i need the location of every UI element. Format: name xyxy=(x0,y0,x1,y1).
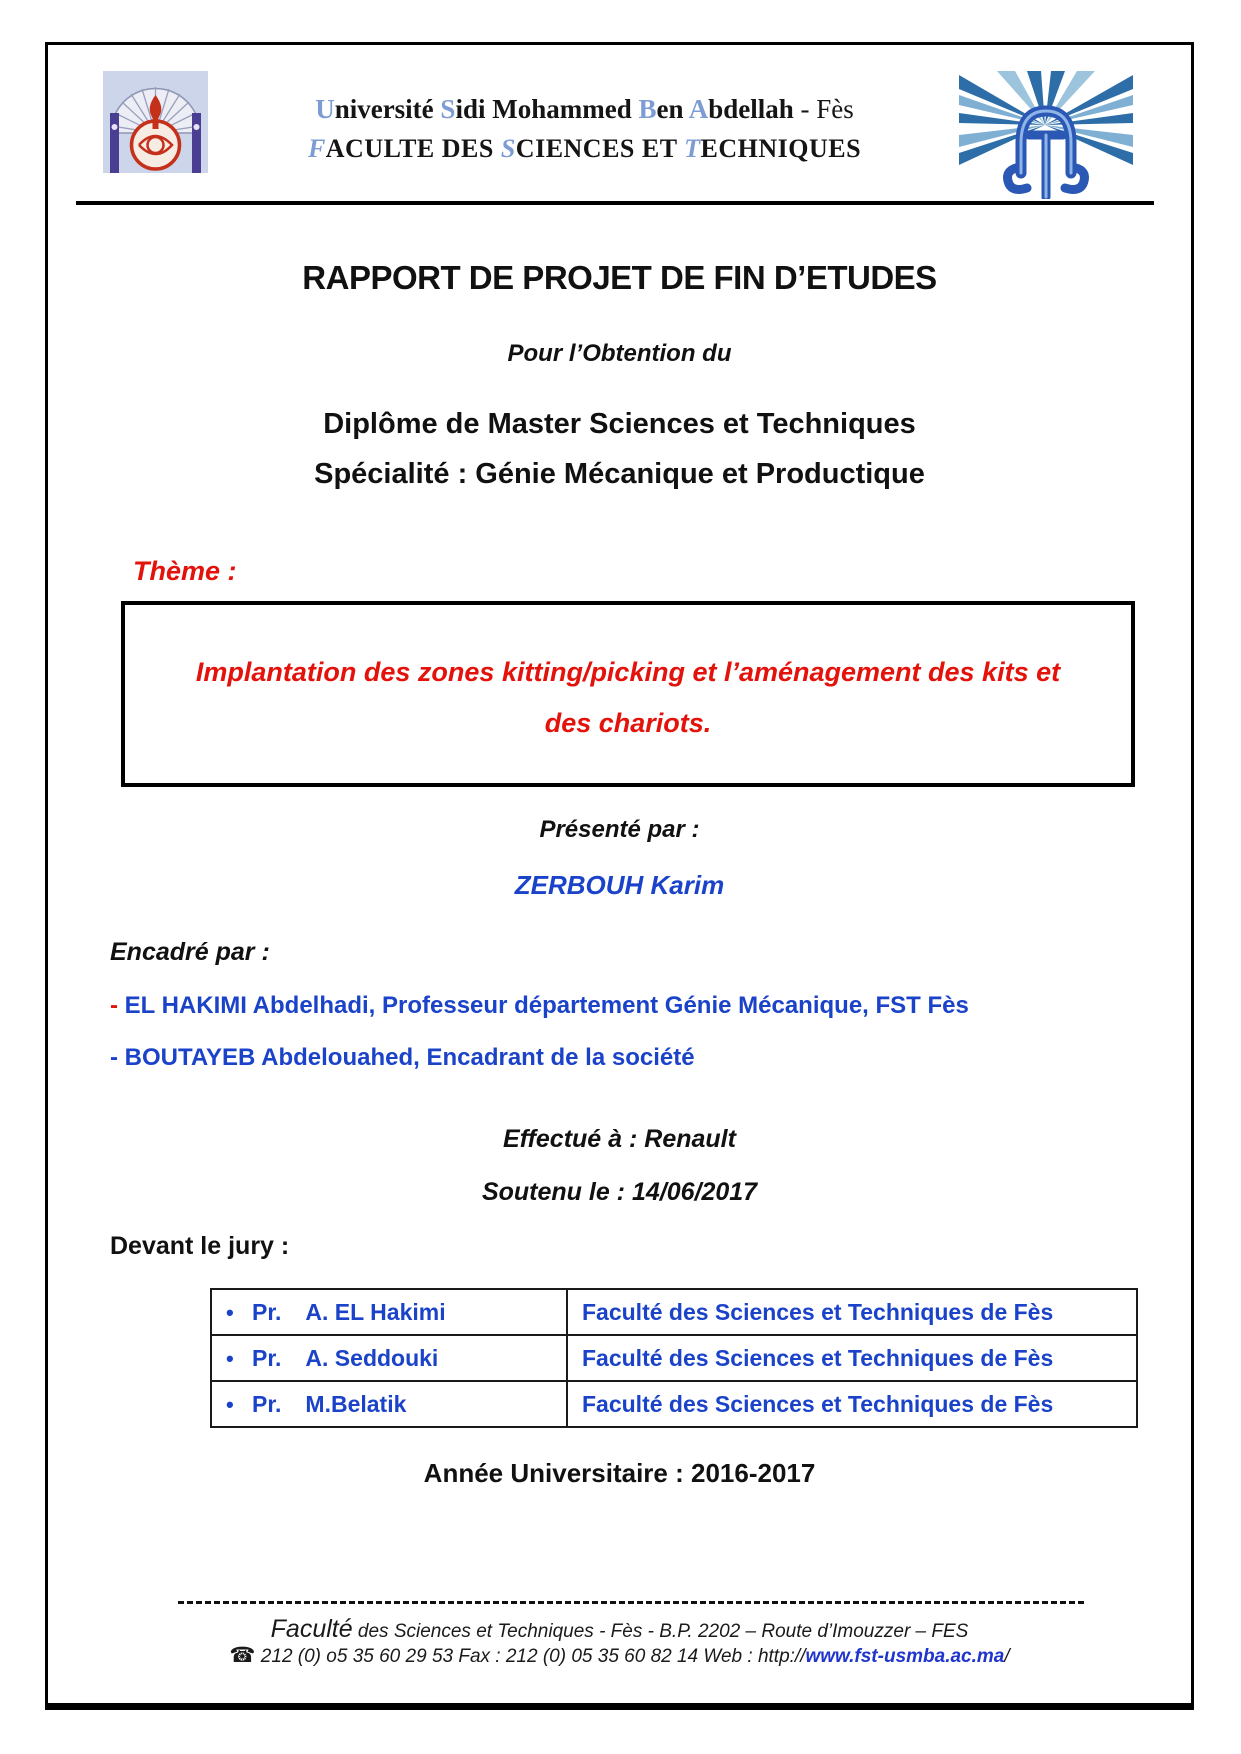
jury-bullet: • xyxy=(226,1345,234,1371)
supervisor-text: BOUTAYEB Abdelouahed, Encadrant de la société xyxy=(118,1044,695,1071)
defense-date-line: Soutenu le : 14/06/2017 xyxy=(481,1178,758,1206)
footer-address-lead: Faculté xyxy=(270,1615,353,1643)
jury-label: Devant le jury : xyxy=(110,1232,290,1260)
supervision-label: Encadré par : xyxy=(110,938,270,966)
jury-member-name: A. Seddouki xyxy=(305,1344,439,1371)
jury-table xyxy=(210,1288,1138,1428)
theme-text-line1: Implantation des zones kitting/picking et l’aménagement des kits et xyxy=(195,657,1061,687)
theme-box xyxy=(121,601,1135,787)
footer-contact xyxy=(48,1644,1191,1669)
header-divider xyxy=(76,201,1154,205)
supervisor-row xyxy=(110,1044,1151,1072)
jury-member-name: M.Belatik xyxy=(305,1390,407,1417)
footer-address xyxy=(48,1615,1191,1646)
academic-year: Année Universitaire : 2016-2017 xyxy=(423,1458,816,1488)
footer-separator xyxy=(178,1601,1084,1604)
jury-bullet: • xyxy=(226,1391,234,1417)
jury-bullet: • xyxy=(226,1299,234,1325)
jury-member-title: Pr. xyxy=(252,1390,282,1417)
supervisor-text: EL HAKIMI Abdelhadi, Professeur département Génie Mécanique, FST Fès xyxy=(118,992,969,1019)
fst-logo-icon xyxy=(957,69,1135,199)
supervisor-row xyxy=(110,992,1151,1020)
jury-affiliation: Faculté des Sciences et Techniques de Fès xyxy=(567,1335,1137,1381)
supervisor-dash: - xyxy=(110,1044,118,1071)
page-frame xyxy=(45,42,1194,1710)
website-link[interactable]: www.fst-usmba.ac.ma xyxy=(805,1646,1005,1667)
obtention-subtitle: Pour l’Obtention du xyxy=(507,340,732,367)
jury-affiliation: Faculté des Sciences et Techniques de Fès xyxy=(567,1289,1137,1335)
footer-contact-text: 212 (0) o5 35 60 29 53 Fax : 212 (0) 05 35 60 82 14 Web : http:// xyxy=(255,1646,806,1667)
jury-affiliation: Faculté des Sciences et Techniques de Fès xyxy=(567,1381,1137,1427)
jury-row xyxy=(211,1335,1137,1381)
diploma-line: Diplôme de Master Sciences et Techniques xyxy=(323,408,916,440)
presented-label: Présenté par : xyxy=(539,816,700,843)
footer-contact-slash: / xyxy=(1004,1646,1010,1667)
jury-member-title: Pr. xyxy=(252,1344,282,1371)
location-line: Effectué à : Renault xyxy=(503,1125,736,1153)
jury-row xyxy=(211,1381,1137,1427)
jury-member-name: A. EL Hakimi xyxy=(305,1298,446,1325)
theme-text-line2: des chariots. xyxy=(544,708,712,738)
faculty-name: FACULTE DES SCIENCES ET TECHNIQUES xyxy=(307,134,862,163)
jury-member-title: Pr. xyxy=(252,1298,282,1325)
footer-address-rest: des Sciences et Techniques - Fès - B.P. 2202 – Route d’Imouzzer – FES xyxy=(352,1621,969,1642)
speciality-line: Spécialité : Génie Mécanique et Productique xyxy=(314,458,925,490)
supervisor-dash: - xyxy=(110,992,118,1019)
phone-icon: ☎ xyxy=(229,1644,256,1667)
student-name: ZERBOUH Karim xyxy=(514,870,725,900)
university-name: Université Sidi Mohammed Ben Abdellah - Fès xyxy=(315,94,854,124)
header-text-block xyxy=(218,89,951,169)
usmba-crest-icon xyxy=(103,71,208,173)
theme-label: Thème : xyxy=(133,556,237,586)
jury-row xyxy=(211,1289,1137,1335)
report-title: RAPPORT DE PROJET DE FIN D’ETUDES xyxy=(302,259,937,296)
